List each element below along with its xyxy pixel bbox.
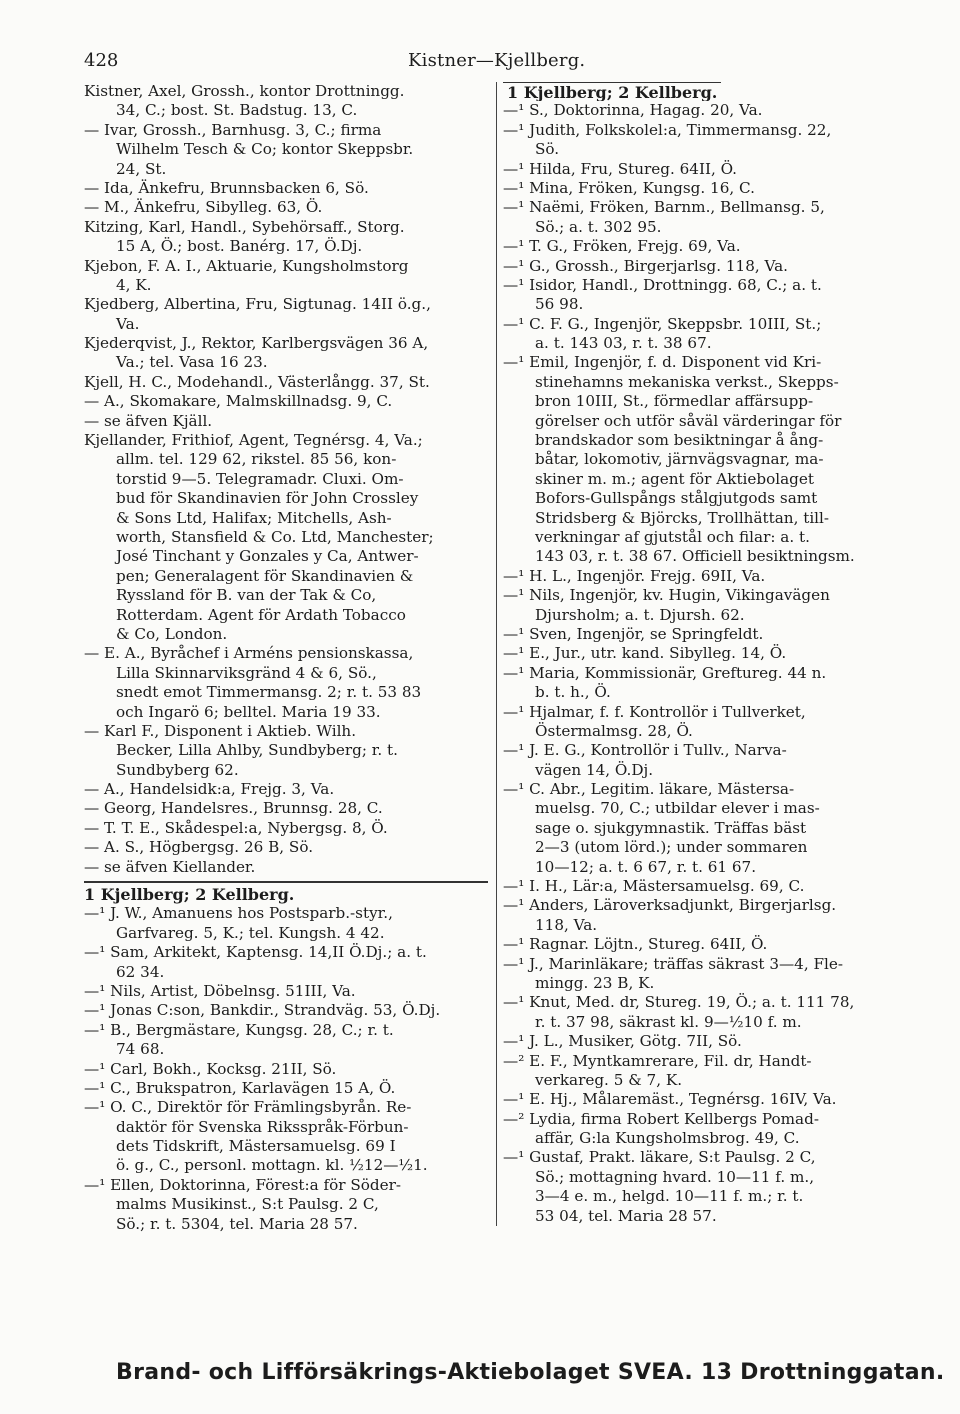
- directory-entry-line: —¹ I. H., Lär:a, Mästersamuelsg. 69, C.: [503, 877, 805, 896]
- directory-entry-line: —¹ Gustaf, Prakt. läkare, S:t Paulsg. 2 C,: [503, 1148, 816, 1167]
- directory-entry-line: & Co, London.: [116, 624, 228, 643]
- directory-entry-line: Va.: [116, 314, 140, 333]
- running-head: Kistner—Kjellberg.: [408, 50, 586, 71]
- directory-entry-line: —¹ Knut, Med. dr, Stureg. 19, Ö.; a. t. 111 78,: [503, 993, 855, 1012]
- directory-entry-line: —¹ H. L., Ingenjör. Frejg. 69II, Va.: [503, 566, 766, 585]
- directory-entry-line: — Ida, Änkefru, Brunnsbacken 6, Sö.: [84, 178, 369, 197]
- advertisement-footer: Brand- och Lifförsäkrings-Aktiebolaget SVEA. 13 Drottninggatan.: [116, 1360, 945, 1385]
- directory-entry-line: 53 04, tel. Maria 28 57.: [535, 1206, 717, 1225]
- directory-entry-line: Sö.; mottagning hvard. 10—11 f. m.,: [535, 1167, 815, 1186]
- directory-entry-line: —¹ Ragnar. Löjtn., Stureg. 64II, Ö.: [503, 935, 768, 954]
- directory-entry-line: — A., Handelsidk:a, Frejg. 3, Va.: [84, 780, 335, 799]
- directory-entry-line: brandskador som besiktningar å ång-: [535, 431, 824, 450]
- directory-entry-line: — se äfven Kiellander.: [84, 857, 256, 876]
- directory-entry-line: 2—3 (utom lörd.); under sommaren: [535, 838, 808, 857]
- directory-entry-line: Kjedberg, Albertina, Fru, Sigtunag. 14II ö.g.,: [84, 295, 431, 314]
- directory-entry-line: Kjebon, F. A. I., Aktuarie, Kungsholmstorg: [84, 256, 409, 275]
- left-column: [84, 82, 488, 1234]
- directory-entry-line: —¹ Naëmi, Fröken, Barnm., Bellmansg. 5,: [503, 198, 825, 217]
- directory-entry-line: —¹ Isidor, Handl., Drottningg. 68, C.; a. t.: [503, 275, 822, 294]
- directory-entry-line: Sö.; r. t. 5304, tel. Maria 28 57.: [116, 1214, 358, 1233]
- directory-entry-line: 24, St.: [116, 159, 167, 178]
- directory-entry-line: —¹ T. G., Fröken, Frejg. 69, Va.: [503, 237, 741, 256]
- directory-entry-line: bron 10III, St., förmedlar affärsupp-: [535, 392, 814, 411]
- directory-entry-line: —¹ E. Hj., Målaremäst., Tegnérsg. 16IV, Va.: [503, 1090, 837, 1109]
- directory-entry-line: verkningar af gjutstål och filar: a. t.: [535, 527, 810, 546]
- directory-entry-line: —¹ C. Abr., Legitim. läkare, Mästersa-: [503, 780, 795, 799]
- directory-entry-line: 34, C.; bost. St. Badstug. 13, C.: [116, 101, 358, 120]
- directory-entry-line: Kitzing, Karl, Handl., Sybehörsaff., Storg.: [84, 217, 405, 236]
- directory-entry-line: —¹ J. E. G., Kontrollör i Tullv., Narva-: [503, 741, 787, 760]
- directory-entry-line: Kjell, H. C., Modehandl., Västerlångg. 37, St.: [84, 372, 430, 391]
- directory-entry-line: båtar, lokomotiv, järnvägsvagnar, ma-: [535, 450, 824, 469]
- directory-entry-line: —¹ C., Brukspatron, Karlavägen 15 A, Ö.: [84, 1078, 396, 1097]
- directory-entry-line: 56 98.: [535, 295, 584, 314]
- directory-entry-line: —¹ Mina, Fröken, Kungsg. 16, C.: [503, 178, 755, 197]
- directory-entry-line: Kistner, Axel, Grossh., kontor Drottningg.: [84, 82, 405, 100]
- directory-entry-line: 4, K.: [116, 275, 152, 294]
- directory-entry-line: stinehamns mekaniska verkst., Skepps-: [535, 372, 839, 391]
- directory-entry-line: allm. tel. 129 62, rikstel. 85 56, kon-: [116, 450, 397, 469]
- directory-entry-line: — Karl F., Disponent i Aktieb. Wilh.: [84, 721, 357, 740]
- directory-entry-line: r. t. 37 98, säkrast kl. 9—½10 f. m.: [535, 1012, 802, 1031]
- directory-entry-line: mingg. 23 B, K.: [535, 973, 655, 992]
- directory-entry-line: — T. T. E., Skådespel:a, Nybergsg. 8, Ö.: [84, 818, 388, 837]
- directory-entry-line: —¹ Judith, Folkskolel:a, Timmermansg. 22,: [503, 120, 832, 139]
- directory-entry-line: —¹ Jonas C:son, Bankdir., Strandväg. 53, Ö.Dj.: [84, 1001, 441, 1020]
- directory-entry-line: b. t. h., Ö.: [535, 683, 611, 702]
- directory-entry-line: 10—12; a. t. 6 67, r. t. 61 67.: [535, 857, 757, 876]
- directory-entry-line: 15 A, Ö.; bost. Banérg. 17, Ö.Dj.: [116, 237, 363, 256]
- directory-entry-line: —¹ J. W., Amanuens hos Postsparb.-styr.,: [84, 904, 393, 923]
- directory-entry-line: —¹ J., Marinläkare; träffas säkrast 3—4, Fle-: [503, 954, 844, 973]
- directory-entry-line: Garfvareg. 5, K.; tel. Kungsh. 4 42.: [116, 923, 385, 942]
- directory-entry-line: vägen 14, Ö.Dj.: [535, 760, 654, 779]
- directory-entry-line: —¹ Sven, Ingenjör, se Springfeldt.: [503, 624, 764, 643]
- page-number: 428: [84, 50, 119, 71]
- directory-entry-line: —¹ Hilda, Fru, Stureg. 64II, Ö.: [503, 159, 738, 178]
- directory-entry-line: Kjederqvist, J., Rektor, Karlbergsvägen 36 A,: [84, 334, 429, 353]
- directory-entry-line: —¹ B., Bergmästare, Kungsg. 28, C.; r. t.: [84, 1020, 394, 1039]
- directory-entry-line: 118, Va.: [535, 915, 598, 934]
- directory-entry-line: —¹ Anders, Läroverksadjunkt, Birgerjarlsg.: [503, 896, 837, 915]
- directory-entry-line: malms Musikinst., S:t Paulsg. 2 C,: [116, 1195, 379, 1214]
- directory-entry-line: torstid 9—5. Telegramadr. Cluxi. Om-: [116, 469, 404, 488]
- directory-entry-line: — Ivar, Grossh., Barnhusg. 3, C.; firma: [84, 120, 382, 139]
- directory-entry-line: daktör för Svenska Riksspråk-Förbun-: [116, 1117, 409, 1136]
- directory-entry-line: ö. g., C., personl. mottagn. kl. ½12—½1.: [116, 1156, 428, 1175]
- directory-entry-line: a. t. 143 03, r. t. 38 67.: [535, 334, 712, 353]
- directory-entry-line: — se äfven Kjäll.: [84, 411, 213, 430]
- directory-entry-line: Sundbyberg 62.: [116, 760, 239, 779]
- section-heading: [503, 82, 895, 101]
- directory-entry-line: José Tinchant y Gonzales y Ca, Antwer-: [116, 547, 419, 566]
- directory-entry-line: dets Tidskrift, Mästersamuelsg. 69 I: [116, 1137, 396, 1156]
- directory-entry-line: —¹ J. L., Musiker, Götg. 7II, Sö.: [503, 1032, 742, 1051]
- directory-entry-line: skiner m. m.; agent för Aktiebolaget: [535, 469, 814, 488]
- directory-entry-line: — A., Skomakare, Malmskillnadsg. 9, C.: [84, 392, 393, 411]
- directory-entry-line: —¹ Nils, Ingenjör, kv. Hugin, Vikingavägen: [503, 586, 830, 605]
- directory-entry-line: affär, G:la Kungsholmsbrog. 49, C.: [535, 1129, 800, 1148]
- directory-entry-line: Djursholm; a. t. Djursh. 62.: [535, 605, 745, 624]
- directory-entry-line: Va.; tel. Vasa 16 23.: [116, 353, 268, 372]
- directory-entry-line: — E. A., Byråchef i Arméns pensionskassa,: [84, 644, 414, 663]
- directory-entry-line: 3—4 e. m., helgd. 10—11 f. m.; r. t.: [535, 1187, 804, 1206]
- section-rule: [84, 881, 488, 883]
- directory-entry-line: worth, Stansfield & Co. Ltd, Manchester;: [116, 527, 434, 546]
- directory-entry-line: — A. S., Högbergsg. 26 B, Sö.: [84, 838, 314, 857]
- directory-entry-line: Lilla Skinnarviksgränd 4 & 6, Sö.,: [116, 663, 377, 682]
- directory-entry-line: Wilhelm Tesch & Co; kontor Skeppsbr.: [116, 140, 414, 159]
- directory-entry-line: —¹ Emil, Ingenjör, f. d. Disponent vid Kri-: [503, 353, 822, 372]
- directory-entry-line: —¹ E., Jur., utr. kand. Sibylleg. 14, Ö.: [503, 644, 787, 663]
- directory-entry-line: 143 03, r. t. 38 67. Officiell besiktningsm.: [535, 547, 855, 566]
- directory-entry-line: pen; Generalagent för Skandinavien &: [116, 566, 414, 585]
- directory-entry-line: —¹ S., Doktorinna, Hagag. 20, Va.: [503, 101, 763, 120]
- directory-entry-line: och Ingarö 6; belltel. Maria 19 33.: [116, 702, 381, 721]
- directory-entry-line: snedt emot Timmermansg. 2; r. t. 53 83: [116, 683, 422, 702]
- directory-entry-line: Rotterdam. Agent för Ardath Tobacco: [116, 605, 406, 624]
- directory-entry-line: Becker, Lilla Ahlby, Sundbyberg; r. t.: [116, 741, 398, 760]
- directory-entry-line: 62 34.: [116, 962, 165, 981]
- directory-entry-line: —¹ Hjalmar, f. f. Kontrollör i Tullverket,: [503, 702, 806, 721]
- directory-entry-line: —¹ G., Grossh., Birgerjarlsg. 118, Va.: [503, 256, 788, 275]
- section-heading-text: 1 Kjellberg; 2 Kellberg.: [84, 885, 295, 905]
- directory-entry-line: Östermalmsg. 28, Ö.: [535, 721, 693, 740]
- section-heading: [84, 885, 488, 904]
- directory-entry-line: Kjellander, Frithiof, Agent, Tegnérsg. 4, Va.;: [84, 431, 423, 450]
- directory-entry-line: 74 68.: [116, 1040, 165, 1059]
- directory-entry-line: sage o. sjukgymnastik. Träffas bäst: [535, 818, 807, 837]
- directory-entry-line: — M., Änkefru, Sibylleg. 63, Ö.: [84, 198, 323, 217]
- directory-entry-line: Bofors-Gullspångs stålgjutgods samt: [535, 489, 818, 508]
- directory-entry-line: —¹ C. F. G., Ingenjör, Skeppsbr. 10III, St.;: [503, 314, 822, 333]
- directory-entry-line: Sö.: [535, 140, 560, 159]
- directory-entry-line: bud för Skandinavien för John Crossley: [116, 489, 419, 508]
- directory-entry-line: —² E. F., Myntkamrerare, Fil. dr, Handt-: [503, 1051, 812, 1070]
- directory-entry-line: —¹ Ellen, Doktorinna, Förest:a för Söder-: [84, 1175, 401, 1194]
- directory-entry-line: muelsg. 70, C.; utbildar elever i mas-: [535, 799, 820, 818]
- directory-entry-line: verkareg. 5 & 7, K.: [535, 1070, 683, 1089]
- directory-entry-line: —¹ Nils, Artist, Döbelnsg. 51III, Va.: [84, 981, 356, 1000]
- right-column: [496, 82, 895, 1226]
- directory-entry-line: —¹ O. C., Direktör för Främlingsbyrån. Re-: [84, 1098, 412, 1117]
- directory-entry-line: Stridsberg & Björcks, Trollhättan, till-: [535, 508, 830, 527]
- directory-entry-line: —² Lydia, firma Robert Kellbergs Pomad-: [503, 1109, 819, 1128]
- directory-entry-line: —¹ Sam, Arkitekt, Kaptensg. 14,II Ö.Dj.; a. t.: [84, 943, 427, 962]
- directory-entry-line: Sö.; a. t. 302 95.: [535, 217, 662, 236]
- section-heading-text: 1 Kjellberg; 2 Kellberg.: [503, 82, 721, 101]
- directory-entry-line: —¹ Maria, Kommissionär, Greftureg. 44 n.: [503, 663, 827, 682]
- directory-entry-line: —¹ Carl, Bokh., Kocksg. 21II, Sö.: [84, 1059, 337, 1078]
- directory-entry-line: — Georg, Handelsres., Brunnsg. 28, C.: [84, 799, 383, 818]
- directory-entry-line: görelser och utför såväl värderingar för: [535, 411, 842, 430]
- directory-entry-line: Ryssland för B. van der Tak & Co,: [116, 586, 377, 605]
- directory-entry-line: & Sons Ltd, Halifax; Mitchells, Ash-: [116, 508, 392, 527]
